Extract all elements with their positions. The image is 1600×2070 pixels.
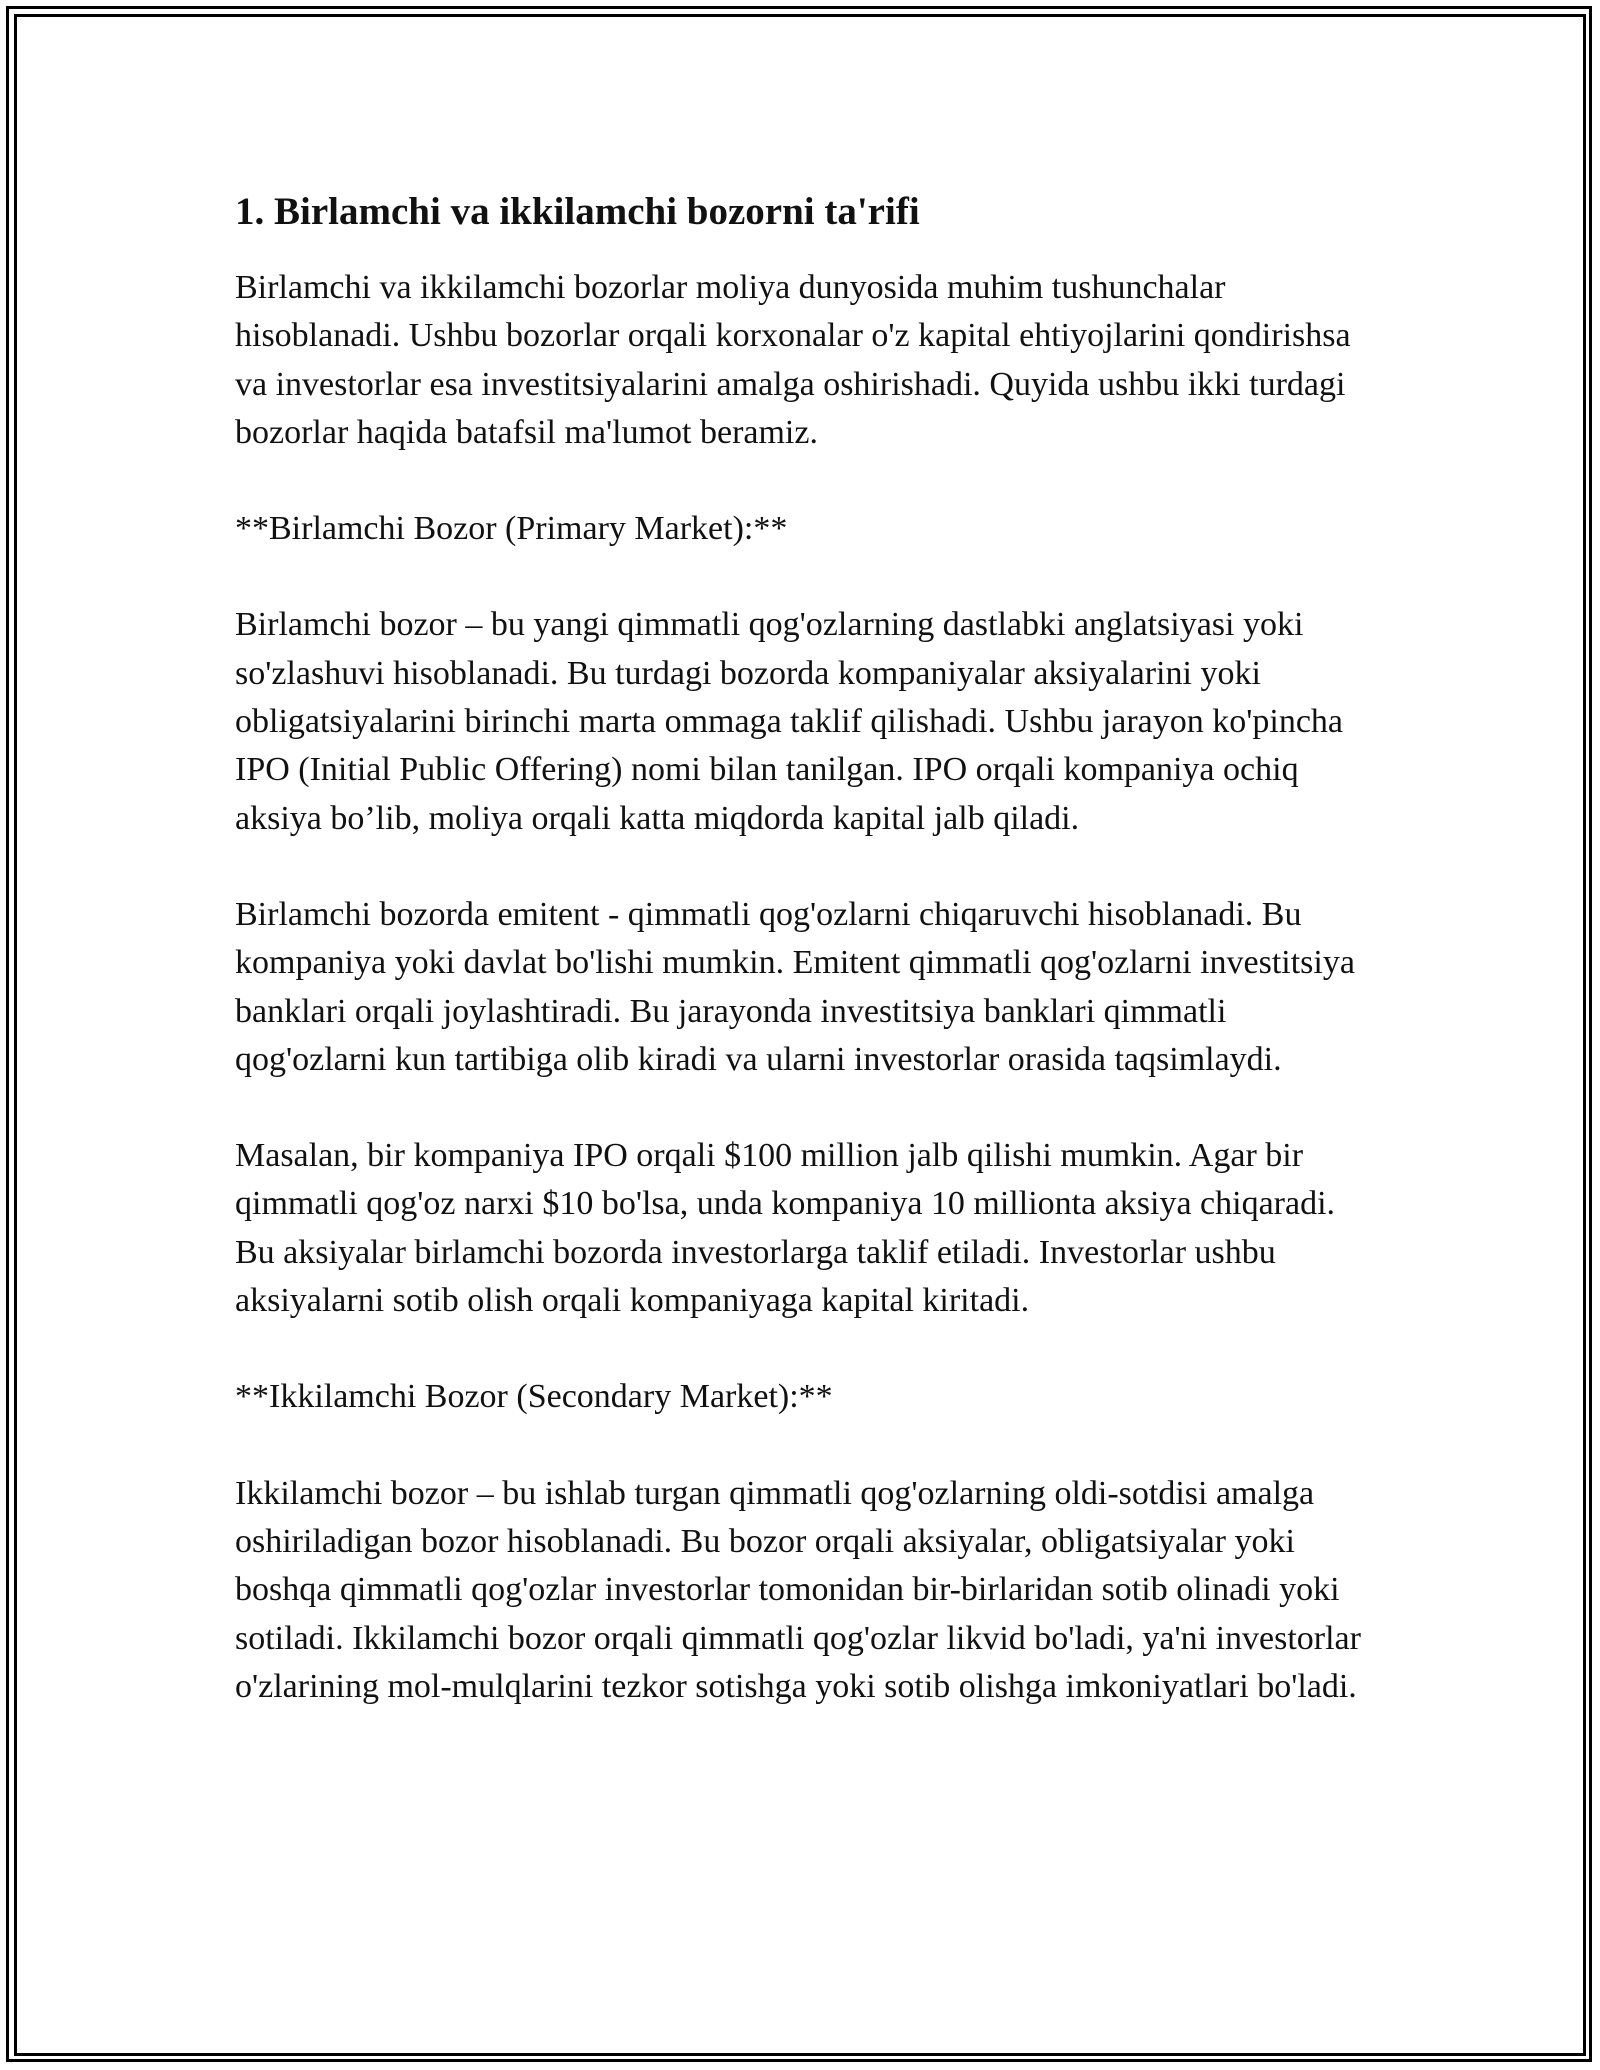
primary-market-definition-paragraph: Birlamchi bozor – bu yangi qimmatli qog'ozlarning dastlabki anglatsiyasi yoki so'zlashuvi hisoblanadi. Bu turdagi bozorda kompaniyalar aksiyalarini yoki obligatsiyalarini birinchi marta ommaga taklif qilishadi. Ushbu jarayon ko'pincha IPO (Initial Public Offering) nomi bilan tanilgan. IPO orqali kompaniya ochiq aksiya bo’lib, moliya orqali katta miqdorda kapital jalb qiladi. (235, 606, 1344, 837)
secondary-market-definition-paragraph: Ikkilamchi bozor – bu ishlab turgan qimmatli qog'ozlarning oldi-sotdisi amalga oshiriladigan bozor hisoblanadi. Bu bozor orqali aksiyalar, obligatsiyalar yoki boshqa qimmatli qog'ozlar investorlar tomonidan bir-birlaridan sotib olinadi yoki sotiladi. Ikkilamchi bozor orqali qimmatli qog'ozlar likvid bo'ladi, ya'ni investorlar o'zlarining mol-mulqlarini tezkor sotishga yoki sotib olishga imkoniyatlari bo'ladi. (235, 1474, 1361, 1705)
issuer-paragraph: Birlamchi bozorda emitent - qimmatli qog'ozlarni chiqaruvchi hisoblanadi. Bu kompaniya yoki davlat bo'lishi mumkin. Emitent qimmatli qog'ozlarni investitsiya banklari orqali joylashtiradi. Bu jarayonda investitsiya banklari qimmatli qog'ozlarni kun tartibiga olib kiradi va ularni investorlar orasida taqsimlaydi. (235, 895, 1355, 1078)
document-body (235, 188, 1365, 1759)
example-paragraph: Masalan, bir kompaniya IPO orqali $100 million jalb qilishi mumkin. Agar bir qimmatli qog'oz narxi $10 bo'lsa, unda kompaniya 10 millionta aksiya chiqaradi. Bu aksiyalar birlamchi bozorda investorlarga taklif etiladi. Investorlar ushbu aksiyalarni sotib olish orqali kompaniyaga kapital kiritadi. (235, 1137, 1336, 1320)
intro-paragraph: Birlamchi va ikkilamchi bozorlar moliya dunyosida muhim tushunchalar hisoblanadi. Ushbu bozorlar orqali korxonalar o'z kapital ehtiyojlarini qondirishsa va investorlar esa investitsiyalarini amalga oshirishadi. Quyida ushbu ikki turdagi bozorlar haqida batafsil ma'lumot beramiz. (235, 269, 1351, 451)
secondary-market-subheading: **Ikkilamchi Bozor (Secondary Market):** (235, 1378, 833, 1416)
section-heading: 1. Birlamchi va ikkilamchi bozorni ta'rifi (235, 190, 920, 233)
primary-market-subheading: **Birlamchi Bozor (Primary Market):** (235, 510, 788, 548)
